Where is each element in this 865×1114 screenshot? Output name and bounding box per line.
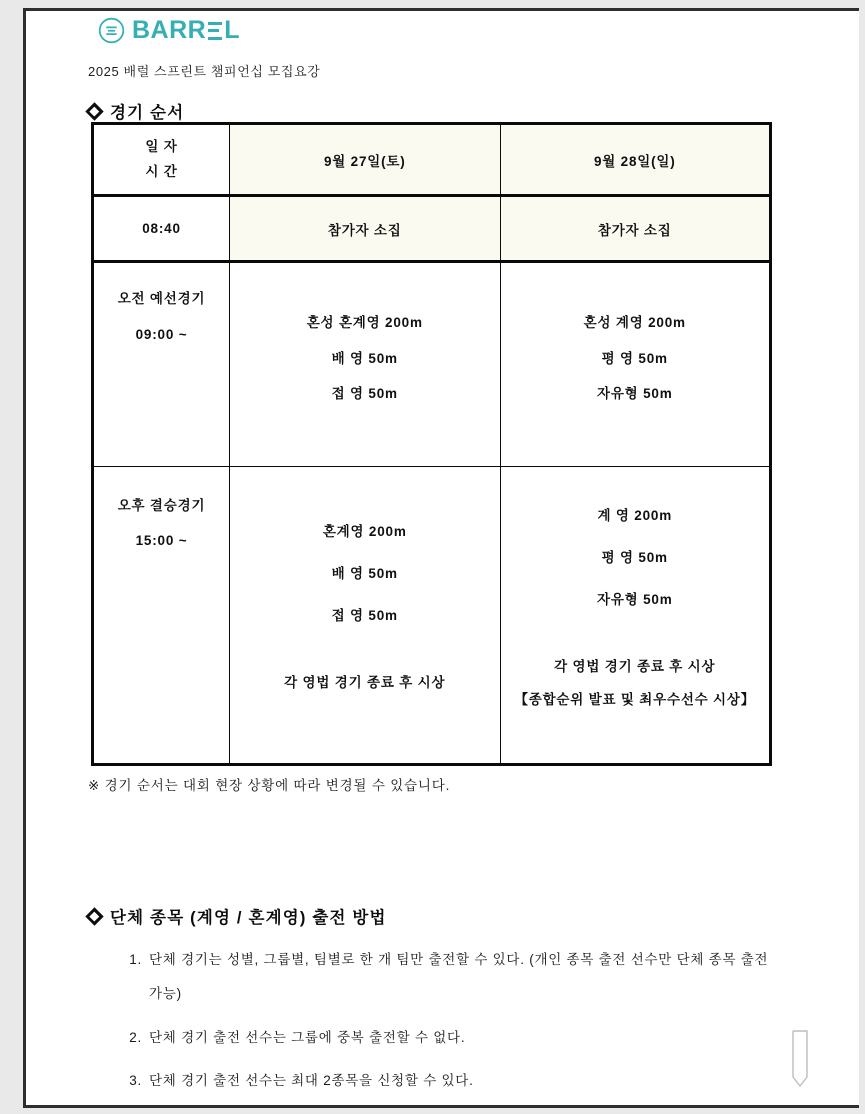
- prelim-label-cell: [93, 262, 230, 467]
- event-item: 자유형 50m: [597, 386, 673, 402]
- final-session-time: 15:00 ~: [135, 533, 188, 548]
- list-item: [118, 1064, 778, 1098]
- event-item: 평 영 50m: [601, 350, 668, 366]
- event-item: 자유형 50m: [597, 591, 673, 607]
- brand-logo: [98, 17, 240, 44]
- document-page: [23, 8, 859, 1108]
- list-item-number: 3.: [129, 1073, 142, 1089]
- prelim-session-time: 09:00 ~: [135, 326, 188, 342]
- diamond-bullet-icon: [88, 910, 101, 923]
- event-item: 평 영 50m: [601, 549, 668, 565]
- barrel-circle-wave-icon: [98, 17, 125, 44]
- event-item: 계 영 200m: [597, 507, 672, 523]
- document-subtitle: 2025 배럴 스프린트 챔피언십 모집요강: [88, 64, 321, 79]
- call-time-cell: 08:40: [93, 196, 230, 262]
- schedule-change-note: ※ 경기 순서는 대회 현장 상황에 따라 변경될 수 있습니다.: [88, 778, 451, 793]
- document-body: [26, 11, 859, 1105]
- table-row: [93, 262, 771, 467]
- table-header-day1: 9월 27일(토): [230, 124, 501, 196]
- diamond-bullet-icon: [88, 105, 101, 118]
- list-item-text: 단체 경기는 성별, 그룹별, 팀별로 한 개 팀만 출전할 수 있다. (개인 종목 출전 선수만 단체 종목 출전 가능): [149, 952, 769, 1002]
- event-item: 혼계영 200m: [322, 524, 407, 540]
- event-item: 혼성 혼계영 200m: [306, 315, 423, 331]
- list-item-number: 2.: [129, 1029, 142, 1045]
- event-item: 혼성 계영 200m: [583, 315, 686, 331]
- header-time-label: 시 간: [145, 163, 178, 179]
- award-note: 각 영법 경기 종료 후 시상: [284, 675, 446, 691]
- event-item: 접 영 50m: [331, 386, 398, 402]
- list-item: [118, 1021, 778, 1055]
- list-item-text: 단체 경기 출전 선수는 최대 2종목을 신청할 수 있다.: [149, 1073, 474, 1089]
- section-heading-schedule-label: 경기 순서: [110, 104, 185, 122]
- final-label-cell: [93, 467, 230, 765]
- call-day1-cell: 참가자 소집: [230, 196, 501, 262]
- table-header-day2: 9월 28일(일): [500, 124, 771, 196]
- list-item-text: 단체 경기 출전 선수는 그룹에 중복 출전할 수 없다.: [149, 1029, 466, 1045]
- final-session-label: 오후 결승경기: [117, 497, 206, 513]
- paperclip-scan-artifact-icon: [788, 1029, 812, 1091]
- section-heading-relay-label: 단체 종목 (계영 / 혼계영) 출전 방법: [110, 909, 387, 927]
- brand-wordmark-e-glyph: [208, 22, 222, 40]
- event-item: 배 영 50m: [331, 350, 398, 366]
- event-item: 접 영 50m: [331, 608, 398, 624]
- table-corner-cell: [93, 124, 230, 196]
- brand-wordmark-suffix: L: [224, 16, 240, 44]
- award-note: 각 영법 경기 종료 후 시상: [554, 658, 716, 674]
- brand-wordmark: [132, 18, 240, 43]
- table-row: [93, 196, 771, 262]
- prelim-session-label: 오전 예선경기: [117, 291, 206, 306]
- list-item-number: 1.: [129, 952, 142, 967]
- final-day2-cell: [500, 467, 771, 765]
- table-header-row: [93, 124, 771, 196]
- overall-award-note: 【종합순위 발표 및 최우수선수 시상】: [514, 692, 756, 707]
- competition-schedule-table: [91, 122, 772, 766]
- section-heading-relay: [88, 904, 387, 928]
- final-day1-cell: [230, 467, 501, 765]
- section-heading-schedule: [88, 99, 184, 123]
- table-row: [93, 467, 771, 765]
- call-day2-cell: 참가자 소집: [500, 196, 771, 262]
- prelim-day2-cell: [500, 262, 771, 467]
- event-item: 배 영 50m: [331, 566, 398, 582]
- list-item: [118, 943, 778, 1012]
- relay-entry-rules-list: [118, 943, 778, 1108]
- prelim-day1-cell: [230, 262, 501, 467]
- brand-wordmark-prefix: BARR: [132, 16, 207, 44]
- header-date-label: 일 자: [145, 138, 178, 154]
